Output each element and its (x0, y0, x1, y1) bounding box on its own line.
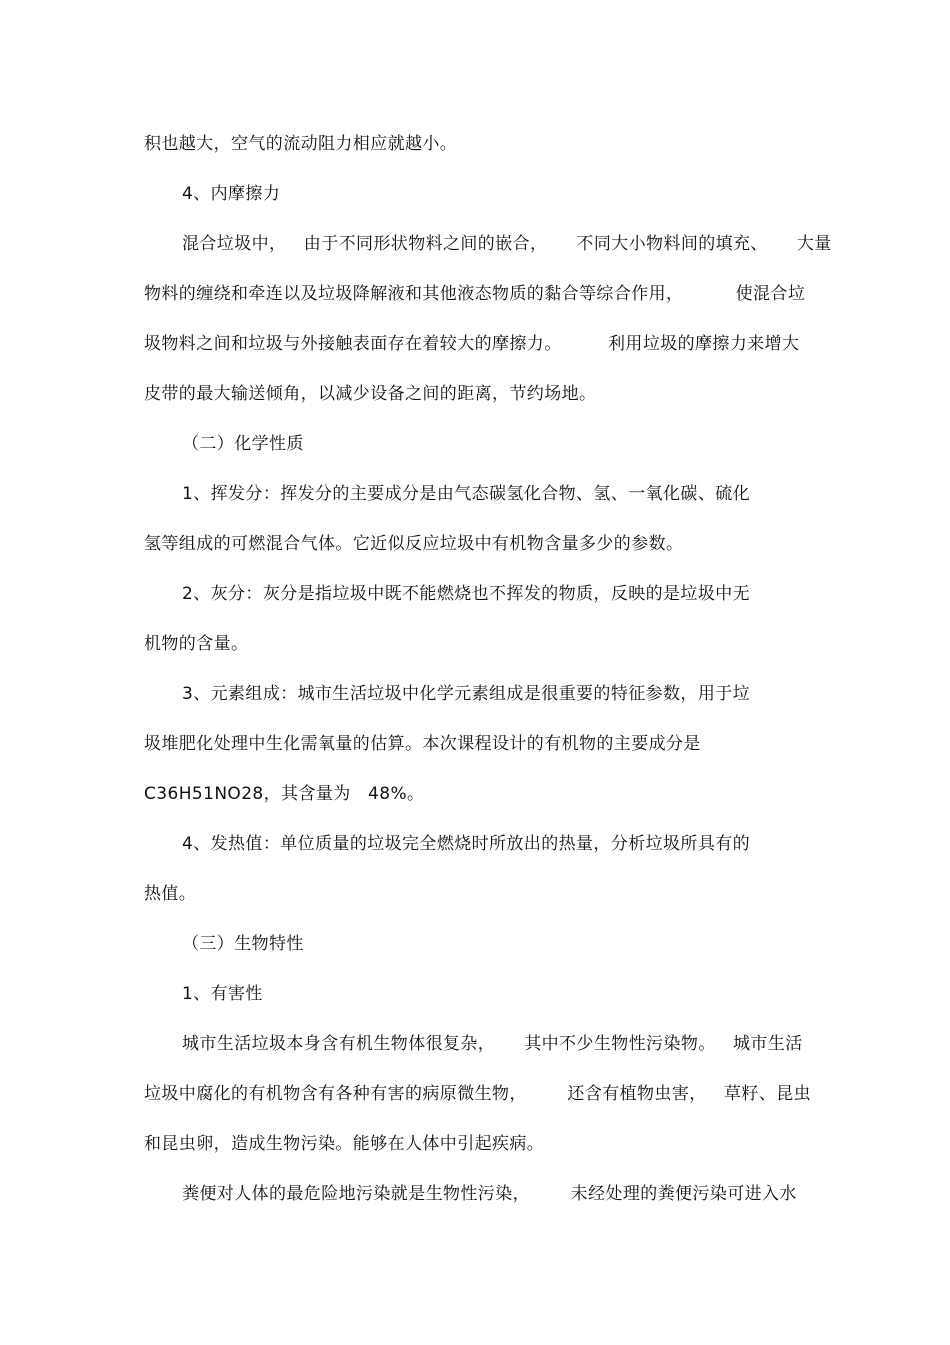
paragraph-line: 粪便对人体的最危险地污染就是生物性污染， 未经处理的粪便污染可进入水 (182, 1184, 797, 1204)
paragraph-line: 圾物料之间和垃圾与外接触表面存在着较大的摩擦力。 利用垃圾的摩擦力来增大 (144, 334, 800, 354)
paragraph-line: 皮带的最大输送倾角，以减少设备之间的距离，节约场地。 (144, 384, 597, 404)
section-heading: 1、有害性 (182, 984, 263, 1004)
paragraph-line: 混合垃圾中， 由于不同形状物料之间的嵌合， 不同大小物料间的填充、 大量 (182, 234, 832, 254)
paragraph-line: 3、元素组成：城市生活垃圾中化学元素组成是很重要的特征参数，用于垃 (182, 684, 751, 704)
paragraph-line: 城市生活垃圾本身含有机生物体很复杂， 其中不少生物性污染物。 城市生活 (182, 1034, 803, 1054)
paragraph-line: 积也越大，空气的流动阻力相应就越小。 (144, 134, 458, 154)
paragraph-line: 氢等组成的可燃混合气体。它近似反应垃圾中有机物含量多少的参数。 (144, 534, 684, 554)
section-heading: 4、内摩擦力 (182, 184, 281, 204)
paragraph-line: 机物的含量。 (144, 634, 249, 654)
paragraph-line: 圾堆肥化处理中生化需氧量的估算。本次课程设计的有机物的主要成分是 (144, 734, 701, 754)
paragraph-line: 热值。 (144, 884, 197, 904)
paragraph-line: C36H51NO28，其含量为 48%。 (144, 784, 425, 804)
paragraph-line: 和昆虫卵，造成生物污染。能够在人体中引起疾病。 (144, 1134, 545, 1154)
paragraph-line: 2、灰分：灰分是指垃圾中既不能燃烧也不挥发的物质，反映的是垃圾中无 (182, 584, 751, 604)
section-heading: （二）化学性质 (182, 434, 304, 454)
paragraph-line: 物料的缠绕和牵连以及垃圾降解液和其他液态物质的黏合等综合作用， 使混合垃 (144, 284, 806, 304)
paragraph-line: 垃圾中腐化的有机物含有各种有害的病原微生物， 还含有植物虫害， 草籽、昆虫 (144, 1084, 812, 1104)
paragraph-line: 4、发热值：单位质量的垃圾完全燃烧时所放出的热量，分析垃圾所具有的 (182, 834, 751, 854)
paragraph-line: 1、挥发分：挥发分的主要成分是由气态碳氢化合物、氢、一氧化碳、硫化 (182, 484, 751, 504)
section-heading: （三）生物特性 (182, 934, 304, 954)
